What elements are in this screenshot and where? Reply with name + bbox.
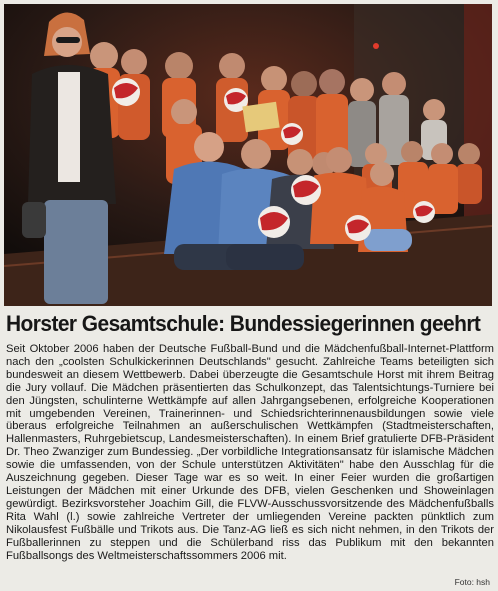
- stage-light: [373, 43, 379, 49]
- article-paragraph: Seit Oktober 2006 haben der Deutsche Fußball-Bund und die Mädchenfußball-Internet-Plattform nach den „coolsten Schulkickerinnen Deutschlands" gesucht. Zahlreiche Teams beteiligten sich bundesweit an diesem Wettbewerb. Dabei überzeugte die Gesamtschule Horst mit ihrem Beitrag die Jury vollauf. Die Mädchen präsentierten das Schulkonzept, das Talentsichtungs-Turniere bei den Jüngsten, schulinterne Wettkämpfe auf allen Jahrgangsebenen, erfolgreiche Kooperationen mit umgebenden Vereinen, Trainerinnen- und Schiedsrichterinnenausbildungen sowie viele überaus erfolgreiche Teilnahmen an außerschulischen Wettkämpfen (Stadtmeisterschaften, Hallenmasters, Ruhrgebietscup, Landesmeisterschaften). In einem Brief gratulierte DFB-Präsident Dr. Theo Zwanziger zum Bundessieg. „Der vorbildliche Integrationsansatz für islamische Mädchen sowie die umfassenden, von der Schule unterstützen Aktivitäten" habe den Ausschlag für die Auszeichnung gegeben. Dieser Tage war es so weit. In einer Feier wurden die großartigen Leistungen der Mädchen mit einer Urkunde des DFB, vielen Geschenken und Showeinlagen gewürdigt. Bezirksvorsteher Joachim Gill, die FLVW-Ausschussvorsitzende des Mädchenfußballs Rita Wahl (l.) sowie zahlreiche Vertreter der umliegenden Vereine packten pünktlich zum Nikolausfest Fußbälle und Trikots aus. Die Tanz-AG ließ es sich nicht nehmen, in den Trikots der Fußballerinnen zu steppen und die Schülerband riss das Publikum mit den bekannten Fußballsongs des Weltmeisterschaftssommers 2006 mit.: [6, 343, 494, 562]
- group-photo: [4, 4, 492, 306]
- photo-credit: Foto: hsh: [454, 577, 490, 587]
- certificate: [242, 102, 279, 132]
- photo-illustration: [4, 4, 492, 306]
- article-body: [6, 343, 494, 562]
- article-headline: Horster Gesamtschule: Bundessiegerinnen geehrt: [6, 311, 481, 336]
